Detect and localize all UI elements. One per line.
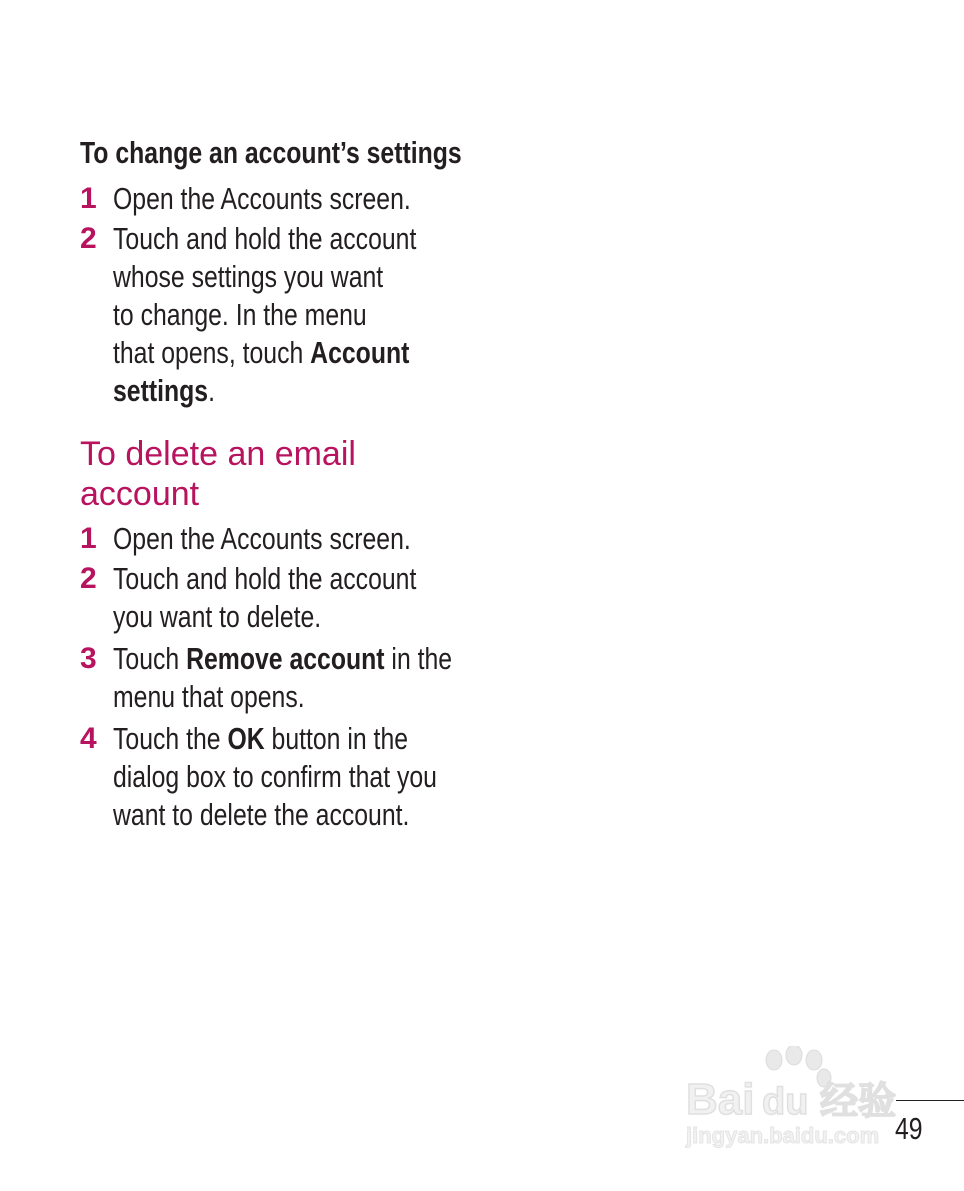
svg-text:du: du	[762, 1081, 809, 1123]
step-number: 2	[80, 562, 97, 595]
paw-icon	[682, 1046, 907, 1156]
step-number: 2	[80, 222, 97, 255]
account-settings-term: settings	[113, 373, 209, 408]
step-number: 1	[80, 522, 97, 555]
step-text: Touch and hold the account you want to delete.	[113, 561, 417, 634]
page-number: 49	[895, 1111, 923, 1146]
step-number: 3	[80, 642, 97, 675]
svg-text:jingyan.baidu.com: jingyan.baidu.com	[686, 1123, 880, 1148]
ok-term: OK	[227, 721, 265, 756]
svg-text:Bai: Bai	[686, 1075, 755, 1124]
section-heading-change-settings: To change an account’s settings	[80, 135, 462, 170]
step-number: 4	[80, 722, 97, 755]
remove-account-term: Remove account	[186, 641, 385, 676]
section-heading-delete-account: To delete an email account	[80, 435, 356, 513]
step-text: Touch Remove account in the menu that opens.	[113, 641, 453, 714]
page-number-rule	[896, 1100, 964, 1101]
baidu-watermark	[682, 1046, 907, 1156]
step-text: Open the Accounts screen.	[113, 521, 411, 556]
step-number: 1	[80, 182, 97, 215]
account-settings-term: Account	[310, 335, 410, 370]
step-text: Touch the OK button in the dialog box to confirm that you want to delete the account.	[113, 721, 437, 832]
step-text: Open the Accounts screen.	[113, 181, 411, 216]
svg-text:经验: 经验	[820, 1079, 897, 1123]
step-text: Touch and hold the account whose settings you want to change. In the menu that opens, touch Account settings.	[113, 221, 417, 408]
